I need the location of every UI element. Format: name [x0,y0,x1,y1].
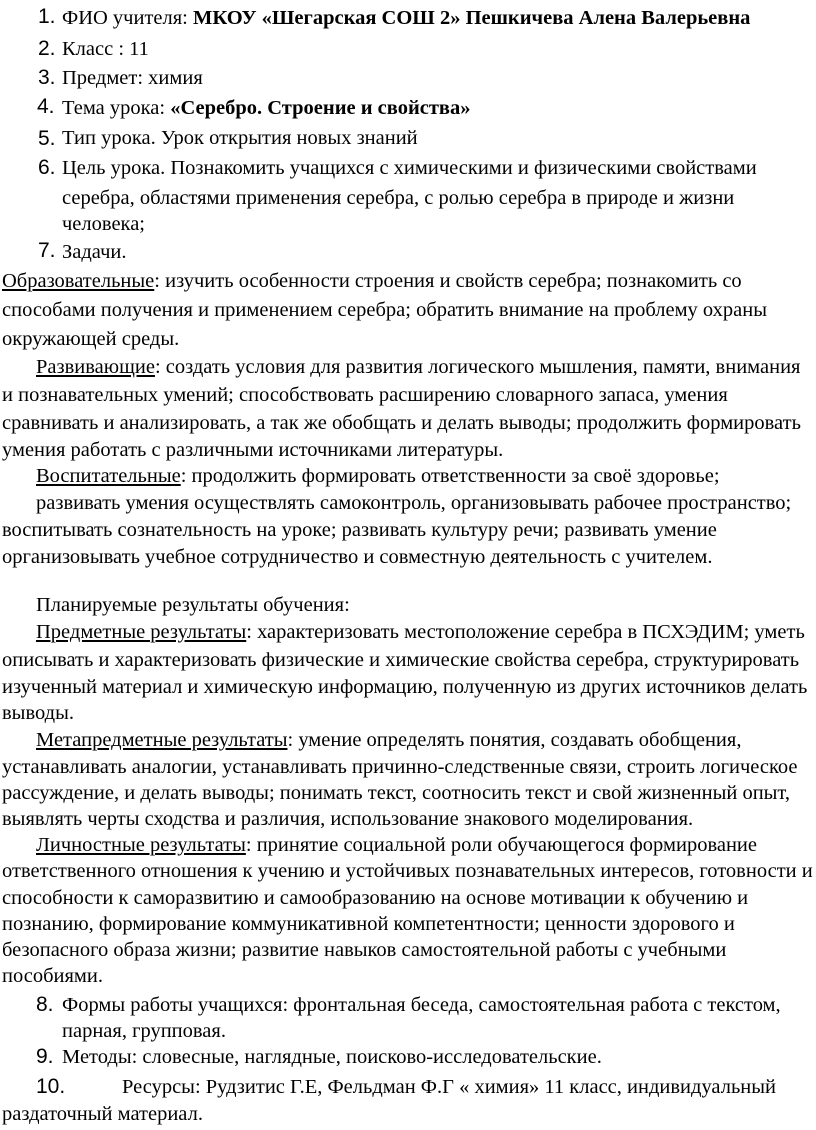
class-line: Класс : 11 [62,38,149,60]
goal-line-3: человека; [62,213,145,235]
pers-line-1: Личностные результаты: принятие социальной роли обучающегося формирование [36,834,757,856]
pers-line-4: познанию, формирование коммуникативной компетентности; ценности здорового и [2,913,735,935]
subject-line: Предмет: химия [62,67,203,89]
subj-line-3: изученный материал и химическую информацию, полученную из других источников делать [2,676,808,698]
item-number-9: 9. [36,1045,54,1068]
dev-label: Развивающие [36,356,155,378]
up-line-1: Воспитательные: продолжить формировать ответственности за своё здоровье; [36,465,720,487]
dev-line-1: Развивающие: создать условия для развития логического мышления, памяти, внимания [36,356,801,378]
meta-line-4: выявлять черты сходства и различия, использование знакового моделирования. [2,808,694,830]
item-number-6: 6. [38,156,56,179]
meta-line-2: устанавливать аналогии, устанавливать причинно-следственные связи, строить логическое [2,756,798,778]
pers-line-2: ответственного отношения к учению и устойчивых познавательных интересов, готовности и [2,860,813,882]
dev-line-3: сравнивать и анализировать, а так же обобщать и делать выводы; продолжить формировать [2,412,801,434]
meta-line-3: рассуждение, и делать выводы; понимать текст, соотносить текст и свой жизненный опыт, [2,782,790,804]
up-label: Воспитательные [36,465,181,487]
edu-line-3: окружающей среды. [2,328,180,350]
forms-line-1: Формы работы учащихся: фронтальная беседа, самостоятельная работа с текстом, [62,994,781,1016]
dev-line-2: и познавательных умений; способствовать расширению словарного запаса, умения [2,384,728,406]
edu-label: Образовательные [2,270,155,292]
topic-value: «Серебро. Строение и свойства» [170,97,471,119]
topic-line [62,98,471,119]
item-number-2: 2. [38,37,56,60]
methods-line: Методы: словесные, наглядные, поисково-исследовательские. [62,1046,602,1068]
forms-line-2: парная, групповая. [62,1020,226,1042]
up-line-2: развивать умения осуществлять самоконтроль, организовывать рабочее пространство; [36,492,792,514]
meta-label: Метапредметные результаты [36,729,288,751]
pers-line-3: способности к саморазвитию и самообразованию на основе мотивации к обучению и [2,887,749,909]
goal-line-1: Цель урока. Познакомить учащихся с химическими и физическими свойствами [62,157,757,179]
resources-line-1: Ресурсы: Рудзитис Г.Е, Фельдман Ф.Г « химия» 11 класс, индивидуальный [122,1076,777,1098]
item-number-7: 7. [38,239,56,262]
topic-label: Тема урока: [62,97,166,119]
up-line-4: организовывать учебное сотрудничество и совместную деятельность с учителем. [2,546,713,568]
up-line-3: воспитывать сознательность на уроке; развивать культуру речи; развивать умение [2,519,717,541]
dev-line-4: умения работать с различными источниками литературы. [2,439,504,461]
subj-line-1: Предметные результаты: характеризовать местоположение серебра в ПСХЭДИМ; уметь [36,621,805,643]
teacher-line [62,8,750,29]
pers-line-6: пособиями. [2,965,103,987]
item-number-4: 4. [37,95,55,118]
tasks-line: Задачи. [62,241,127,263]
subj-line-4: выводы. [2,702,74,724]
pers-line-5: безопасного образа жизни; развитие навыков самостоятельной работы с учебными [2,939,727,961]
results-heading: Планируемые результаты обучения: [36,594,350,616]
teacher-value: МКОУ «Шегарская СОШ 2» Пешкичева Алена Валерьевна [193,7,751,29]
pers-label: Личностные результаты [36,834,246,856]
lesson-type-line: Тип урока. Урок открытия новых знаний [62,127,418,149]
teacher-label: ФИО учителя: [62,7,188,29]
item-number-3: 3. [38,66,56,89]
subj-line-2: описывать и характеризовать физические и химические свойства серебра, структурировать [2,649,800,671]
edu-line-2: способами получения и применением серебра; обратить внимание на проблему охраны [2,299,767,321]
resources-line-2: раздаточный материал. [2,1103,203,1125]
item-number-1: 1. [38,5,56,28]
edu-line-1: Образовательные: изучить особенности строения и свойств серебра; познакомить со [2,270,742,292]
goal-line-2: серебра, областями применения серебра, с ролью серебра в природе и жизни [62,187,735,209]
meta-line-1: Метапредметные результаты: умение определять понятия, создавать обобщения, [36,729,742,751]
item-number-10: 10. [36,1075,66,1098]
item-number-8: 8. [36,993,54,1016]
subj-label: Предметные результаты [36,621,247,643]
item-number-5: 5. [38,127,56,150]
